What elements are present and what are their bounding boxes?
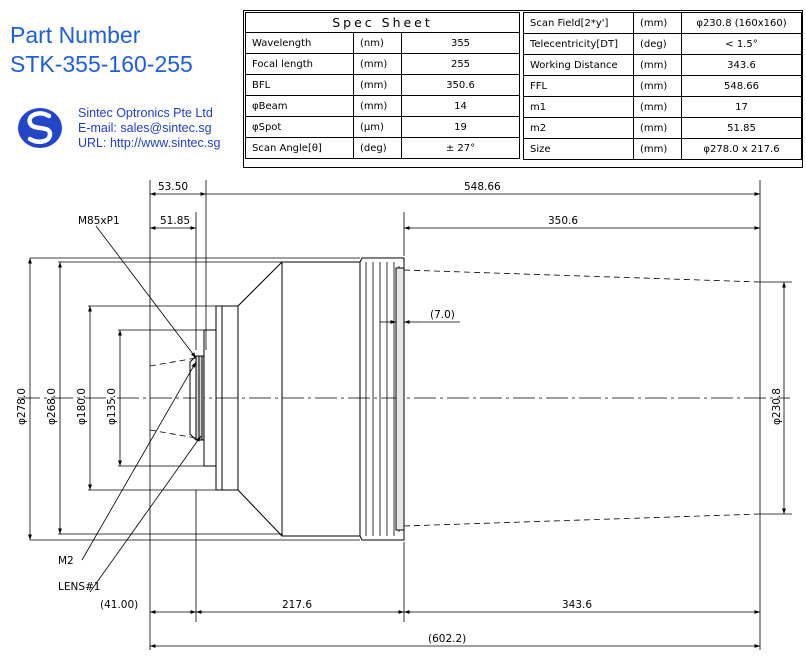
dim-350-6: 350.6 <box>548 215 579 227</box>
spec-unit: (mm) <box>634 139 682 160</box>
spec-unit: (deg) <box>354 138 402 159</box>
spec-name: Scan Field[2*y'] <box>524 13 634 34</box>
spec-value: 548.66 <box>682 76 802 97</box>
part-number-label: Part Number <box>10 22 141 48</box>
spec-value: 255 <box>402 54 520 75</box>
spec-unit: (mm) <box>634 97 682 118</box>
dia-278: φ278.0 <box>16 388 28 425</box>
spec-name: φSpot <box>246 117 354 138</box>
spec-unit: (mm) <box>354 96 402 117</box>
callout-m85: M85xP1 <box>78 215 120 227</box>
spec-value: < 1.5° <box>682 34 802 55</box>
spec-name: Focal length <box>246 54 354 75</box>
company-email: E-mail: sales@sintec.sg <box>78 121 212 135</box>
flange-ridges <box>366 262 399 536</box>
spec-unit: (mm) <box>634 13 682 34</box>
spec-unit: (deg) <box>634 34 682 55</box>
spec-value: 51.85 <box>682 118 802 139</box>
company-url: URL: http://www.sintec.sg <box>78 136 221 150</box>
spec-name: Scan Angle[θ] <box>246 138 354 159</box>
spec-unit: (mm) <box>634 55 682 76</box>
spec-name: Wavelength <box>246 33 354 54</box>
spec-unit: (mm) <box>354 54 402 75</box>
spec-unit: (mm) <box>634 118 682 139</box>
spec-name: φBeam <box>246 96 354 117</box>
callout-lens1: LENS#1 <box>58 581 101 593</box>
spec-value: ± 27° <box>402 138 520 159</box>
spec-name: BFL <box>246 75 354 96</box>
exit-window <box>396 268 404 530</box>
spec-unit: (μm) <box>354 117 402 138</box>
thread-mount <box>196 356 204 440</box>
part-number-value: STK-355-160-255 <box>10 51 193 77</box>
spec-unit: (mm) <box>354 75 402 96</box>
spec-value: 343.6 <box>682 55 802 76</box>
spec-value: φ230.8 (160x160) <box>682 13 802 34</box>
dimension-lines <box>30 180 792 650</box>
spec-name: m2 <box>524 118 634 139</box>
dia-230-8: φ230.8 <box>771 388 783 425</box>
dim-41-00: (41.00) <box>100 599 139 611</box>
spec-value: 19 <box>402 117 520 138</box>
spec-name: Working Distance <box>524 55 634 76</box>
company-name: Sintec Optronics Pte Ltd <box>78 106 213 120</box>
dim-602-2: (602.2) <box>428 633 467 645</box>
dim-343-6: 343.6 <box>562 599 593 611</box>
taper-cone <box>238 262 282 536</box>
spec-value: 350.6 <box>402 75 520 96</box>
spec-sheet-title: Spec Sheet <box>246 13 520 33</box>
spec-name: FFL <box>524 76 634 97</box>
spec-value: 355 <box>402 33 520 54</box>
dim-217-6: 217.6 <box>282 599 313 611</box>
spec-name: Telecentricity[DT] <box>524 34 634 55</box>
spec-name: Size <box>524 139 634 160</box>
spec-value: 14 <box>402 96 520 117</box>
dia-180: φ180.0 <box>76 388 88 425</box>
dim-53-50: 53.50 <box>158 181 189 193</box>
lens-body <box>18 258 790 540</box>
housing-outline <box>282 258 404 540</box>
dim-548-66: 548.66 <box>464 181 501 193</box>
dim-7-0: (7.0) <box>430 309 455 321</box>
dim-51-85: 51.85 <box>160 215 191 227</box>
callout-m2: M2 <box>58 555 74 567</box>
spec-value: φ278.0 x 217.6 <box>682 139 802 160</box>
spec-name: m1 <box>524 97 634 118</box>
spec-value: 17 <box>682 97 802 118</box>
spec-unit: (nm) <box>354 33 402 54</box>
dia-268: φ268.0 <box>46 388 58 425</box>
dia-135: φ135.0 <box>106 388 118 425</box>
spec-unit: (mm) <box>634 76 682 97</box>
